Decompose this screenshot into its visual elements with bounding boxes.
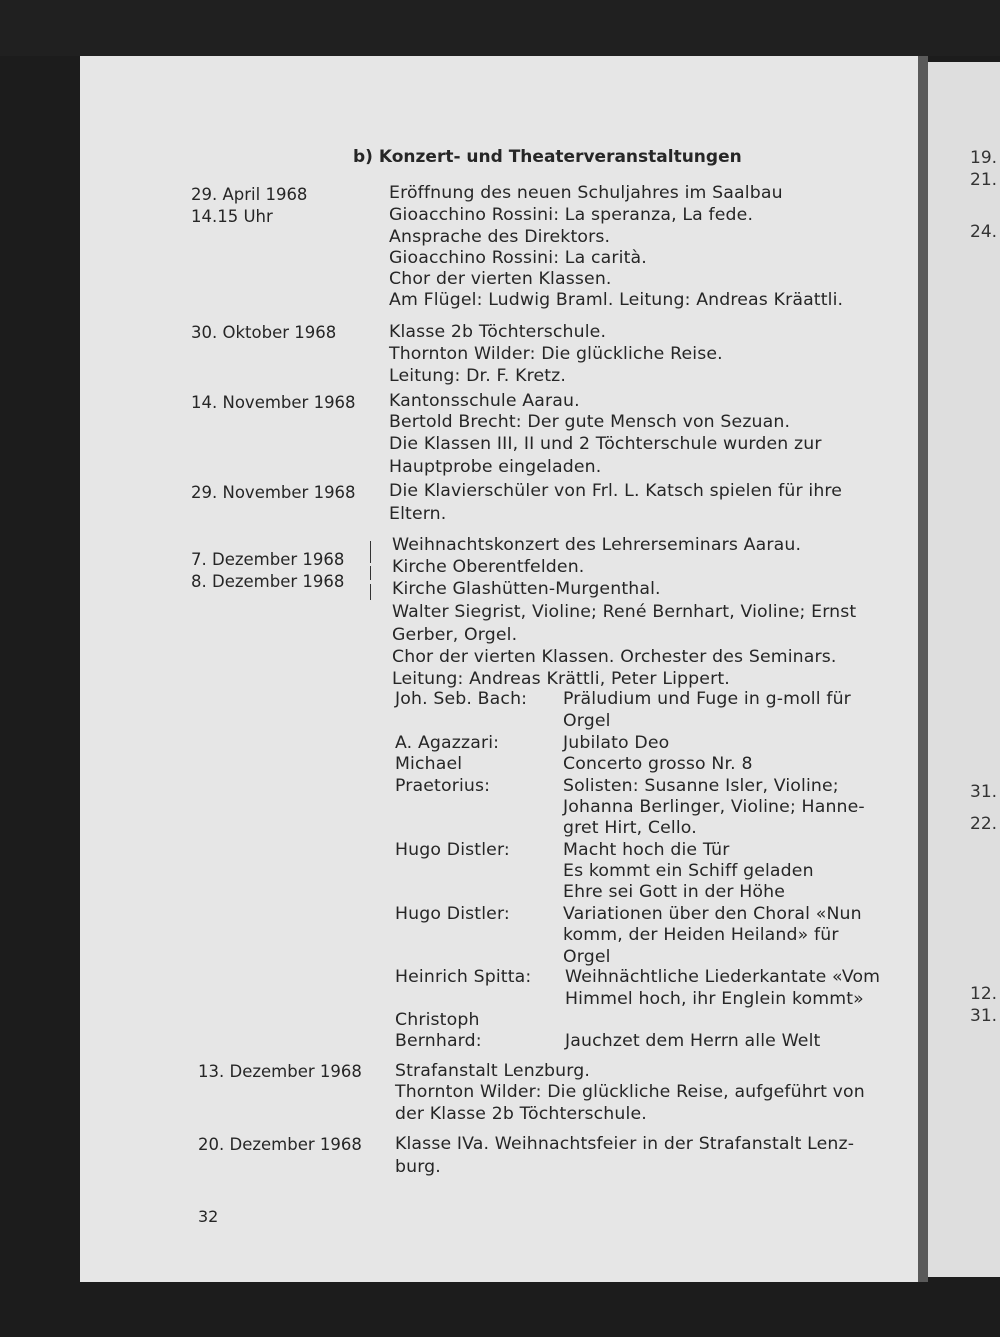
event-line: Ansprache des Direktors. — [389, 227, 611, 247]
section-heading: b) Konzert- und Theaterveranstaltungen — [353, 147, 742, 167]
event-line: Thornton Wilder: Die glückliche Reise. — [389, 344, 723, 364]
program-composer: Heinrich Spitta: — [395, 967, 532, 987]
event-line: Bertold Brecht: Der gute Mensch von Sezuan. — [389, 412, 791, 432]
event-line: Kirche Glashütten-Murgenthal. — [392, 579, 661, 599]
program-composer: Hugo Distler: — [395, 840, 510, 860]
event-line: burg. — [395, 1157, 441, 1177]
event-time: 14.15 Uhr — [191, 207, 273, 226]
event-line: Weihnachtskonzert des Lehrerseminars Aarau. — [392, 535, 802, 555]
program-work: Ehre sei Gott in der Höhe — [563, 882, 786, 902]
event-line: Klasse IVa. Weihnachtsfeier in der Strafanstalt Lenz- — [395, 1134, 855, 1154]
event-line: Die Klavierschüler von Frl. L. Katsch spielen für ihre — [389, 481, 843, 501]
program-work: Jubilato Deo — [563, 733, 670, 753]
program-work: Macht hoch die Tür — [563, 840, 730, 860]
program-work: Jauchzet dem Herrn alle Welt — [565, 1031, 821, 1051]
event-line: Klasse 2b Töchterschule. — [389, 322, 607, 342]
adjacent-fragment: 22. — [970, 814, 998, 834]
event-date: 30. Oktober 1968 — [191, 323, 337, 342]
program-work: Weihnächtliche Liederkantate «Vom — [565, 967, 881, 987]
event-line: Leitung: Andreas Krättli, Peter Lippert. — [392, 669, 730, 689]
event-line: Leitung: Dr. F. Kretz. — [389, 366, 567, 386]
event-line: Kirche Oberentfelden. — [392, 557, 585, 577]
program-composer: Joh. Seb. Bach: — [395, 689, 528, 709]
event-line: Kantonsschule Aarau. — [389, 391, 580, 411]
event-line: Chor der vierten Klassen. Orchester des Seminars. — [392, 647, 837, 667]
adjacent-fragment: 12. — [970, 984, 998, 1004]
program-work: Es kommt ein Schiff geladen — [563, 861, 814, 881]
program-work: Orgel — [563, 711, 611, 731]
program-work: Himmel hoch, ihr Englein kommt» — [565, 989, 864, 1009]
event-date: 7. Dezember 1968 — [191, 550, 345, 569]
event-line: Am Flügel: Ludwig Braml. Leitung: Andreas Kräattli. — [389, 290, 844, 310]
event-line: Hauptprobe eingeladen. — [389, 457, 602, 477]
adjacent-fragment: 31. — [970, 1006, 998, 1026]
program-work: Johanna Berlinger, Violine; Hanne- — [563, 797, 865, 817]
adjacent-fragment: 21. — [970, 170, 998, 190]
program-composer: A. Agazzari: — [395, 733, 500, 753]
program-composer: Bernhard: — [395, 1031, 482, 1051]
page-number: 32 — [198, 1207, 219, 1226]
adjacent-fragment: 19. — [970, 148, 998, 168]
event-date: 20. Dezember 1968 — [198, 1135, 362, 1154]
program-work: Präludium und Fuge in g-moll für — [563, 689, 851, 709]
brace-line — [370, 541, 374, 563]
event-line: Gioacchino Rossini: La carità. — [389, 248, 647, 268]
event-line: Gioacchino Rossini: La speranza, La fede. — [389, 205, 754, 225]
event-date: 13. Dezember 1968 — [198, 1062, 362, 1081]
program-work: komm, der Heiden Heiland» für — [563, 925, 839, 945]
event-line: Eltern. — [389, 504, 447, 524]
program-composer: Christoph — [395, 1010, 480, 1030]
scan-background — [0, 0, 1000, 56]
event-line: Thornton Wilder: Die glückliche Reise, aufgeführt von — [395, 1082, 865, 1102]
brace-line — [370, 566, 374, 580]
event-line: Die Klassen III, II und 2 Töchterschule wurden zur — [389, 434, 822, 454]
event-line: Strafanstalt Lenzburg. — [395, 1061, 590, 1081]
program-work: gret Hirt, Cello. — [563, 818, 697, 838]
program-work: Concerto grosso Nr. 8 — [563, 754, 753, 774]
event-date: 29. April 1968 — [191, 185, 308, 204]
book-spine — [918, 56, 928, 1282]
event-line: der Klasse 2b Töchterschule. — [395, 1104, 647, 1124]
brace-line — [370, 584, 374, 600]
program-work: Orgel — [563, 947, 611, 967]
event-line: Gerber, Orgel. — [392, 625, 518, 645]
event-line: Chor der vierten Klassen. — [389, 269, 612, 289]
program-composer: Michael — [395, 754, 463, 774]
program-composer: Hugo Distler: — [395, 904, 510, 924]
event-date: 14. November 1968 — [191, 393, 356, 412]
event-date: 8. Dezember 1968 — [191, 572, 345, 591]
adjacent-fragment: 24. — [970, 222, 998, 242]
event-date: 29. November 1968 — [191, 483, 356, 502]
adjacent-fragment: 31. — [970, 782, 998, 802]
program-work: Solisten: Susanne Isler, Violine; — [563, 776, 839, 796]
event-line: Walter Siegrist, Violine; René Bernhart, Violine; Ernst — [392, 602, 857, 622]
program-composer: Praetorius: — [395, 776, 491, 796]
program-work: Variationen über den Choral «Nun — [563, 904, 862, 924]
adjacent-page — [928, 62, 1000, 1277]
event-line: Eröffnung des neuen Schuljahres im Saalbau — [389, 183, 783, 203]
